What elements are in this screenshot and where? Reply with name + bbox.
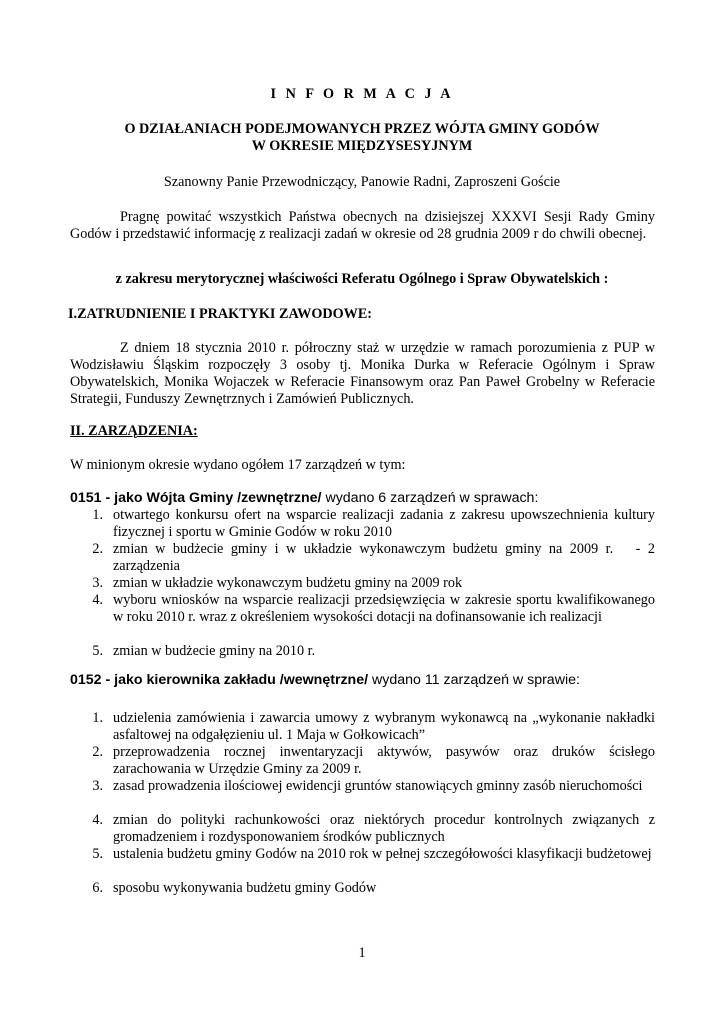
list-item: zmian w budżecie gminy na 2010 r. (113, 643, 316, 659)
list-item: otwartego konkursu ofert na wsparcie realizacji zadania z zakresu upowszechnienia kultury fizycznej i sportu w Gminie Godów w roku 2010 (113, 507, 655, 540)
list-item-number: 2. (92, 744, 103, 760)
list-item-number: 3. (92, 778, 103, 794)
list-item-number: 2. (92, 541, 103, 557)
list-item-number: 5. (92, 846, 103, 862)
group2-heading-bold: 0152 - jako kierownika zakładu /wewnętrzne/ (70, 672, 369, 688)
list-item: udzielenia zamówienia i zawarcia umowy z wybranym wykonawcą na „wykonanie nakładki asfaltowej na odgałęzieniu ul. 1 Maja w Gołkowicach” (113, 710, 655, 743)
section1-paragraph: Z dniem 18 stycznia 2010 r. półroczny staż w urzędzie w ramach porozumienia z PUP w Wodzisławiu Śląskim rozpoczęły 3 osoby tj. Monika Durka w Referacie Ogólnym i Spraw Obywatelskich, Monika Wojaczek w Referacie Finansowym oraz Pan Paweł Grobelny w Referacie Strategii, Funduszy Zewnętrznych i Zamówień Publicznych. (70, 340, 655, 407)
list-item: wyboru wniosków na wsparcie realizacji przedsięwzięcia w zakresie sportu kwalifikowanego w roku 2010 r. wraz z określeniem wysokości dotacji na dofinansowanie ich realizacji (113, 592, 655, 625)
list-item-number: 3. (92, 575, 103, 591)
section1-heading: I.ZATRUDNIENIE I PRAKTYKI ZAWODOWE: (68, 306, 373, 322)
document-subtitle-line1: O DZIAŁANIACH PODEJMOWANYCH PRZEZ WÓJTA GMINY GODÓW (124, 121, 600, 137)
list-item-number: 4. (92, 812, 103, 828)
list-item: zmian w układzie wykonawczym budżetu gminy na 2009 rok (113, 575, 463, 591)
list-item-number: 4. (92, 592, 103, 608)
list-item-number: 1. (92, 507, 103, 523)
list-item: zmian w budżecie gminy i w układzie wykonawczym budżetu gminy na 2009 r. - 2 zarządzenia (113, 541, 655, 574)
scope-heading: z zakresu merytorycznej właściwości Referatu Ogólnego i Spraw Obywatelskich : (115, 271, 609, 287)
list-item: przeprowadzenia rocznej inwentaryzacji aktywów, pasywów oraz druków ścisłego zarachowania w Urzędzie Gminy za 2009 r. (113, 744, 655, 777)
document-subtitle-line2: W OKRESIE MIĘDZYSESYJNYM (251, 138, 473, 154)
document-title: I N F O R M A C J A (270, 86, 454, 102)
list-item: sposobu wykonywania budżetu gminy Godów (113, 880, 377, 896)
intro-paragraph: Pragnę powitać wszystkich Państwa obecnych na dzisiejszej XXXVI Sesji Rady Gminy Godów i przedstawić informację z realizacji zadań w okresie od 28 grudnia 2009 r do chwili obecnej. (70, 209, 655, 242)
section2-heading: II. ZARZĄDZENIA: (70, 423, 198, 439)
group1-heading-bold: 0151 - jako Wójta Gminy /zewnętrzne/ (70, 490, 322, 506)
list-item: zmian do polityki rachunkowości oraz niektórych procedur kontrolnych związanych z gromadzeniem i rozdysponowaniem środków publicznych (113, 812, 655, 845)
group2-heading-rest: wydano 11 zarządzeń w sprawie: (368, 672, 580, 688)
section2-summary: W minionym okresie wydano ogółem 17 zarządzeń w tym: (70, 457, 406, 473)
list-item-number: 6. (92, 880, 103, 896)
list-item: zasad prowadzenia ilościowej ewidencji gruntów stanowiących gminny zasób nieruchomości (113, 778, 643, 794)
list-item: ustalenia budżetu gminy Godów na 2010 rok w pełnej szczegółowości klasyfikacji budżetowej (113, 846, 652, 862)
greeting: Szanowny Panie Przewodniczący, Panowie Radni, Zaproszeni Goście (163, 174, 561, 190)
group2-heading (70, 672, 580, 689)
list-item-number: 5. (92, 643, 103, 659)
group1-heading-rest: wydano 6 zarządzeń w sprawach: (321, 490, 539, 506)
page-number: 1 (358, 945, 366, 961)
list-item-number: 1. (92, 710, 103, 726)
group1-heading (70, 490, 538, 507)
